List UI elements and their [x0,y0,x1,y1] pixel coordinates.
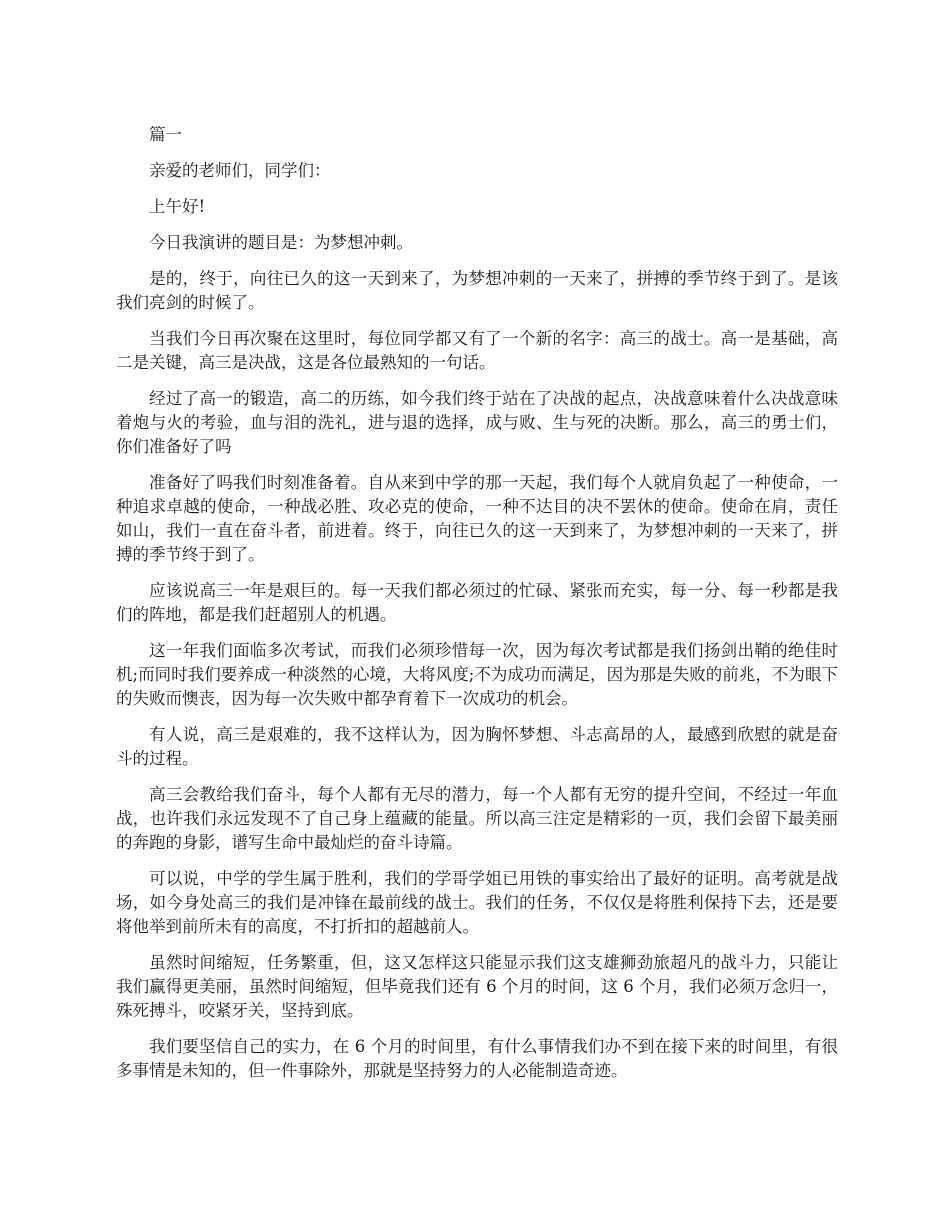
paragraph-body: 准备好了吗我们时刻准备着。自从来到中学的那一天起，我们每个人就肩负起了一种使命，一种追求卓越的使命，一种战必胜、攻必克的使命，一种不达目的决不罢休的使命。使命在肩，责任如山，我们一直在奋斗者，前进着。终于，向往已久的这一天到来了，为梦想冲刺的一天来了，拼搏的季节终于到了。 [116,473,838,564]
paragraph-greeting: 上午好! [149,197,206,216]
paragraph-body: 当我们今日再次聚在这里时，每位同学都又有了一个新的名字：高三的战士。高一是基础，高二是关键，高三是决战，这是各位最熟知的一句话。 [116,329,838,372]
paragraph-body: 高三会教给我们奋斗，每个人都有无尽的潜力，每一个人都有无穷的提升空间，不经过一年血战，也许我们永远发现不了自己身上蕴藏的能量。所以高三注定是精彩的一页，我们会留下最美丽的奔跑的身影，谱写生命中最灿烂的奋斗诗篇。 [116,785,838,852]
paragraph-body: 有人说，高三是艰难的，我不这样认为，因为胸怀梦想、斗志高昂的人，最感到欣慰的就是奋斗的过程。 [116,725,838,768]
paragraph-body: 应该说高三一年是艰巨的。每一天我们都必须过的忙碌、紧张而充实，每一分、每一秒都是我们的阵地，都是我们赶超别人的机遇。 [116,581,838,624]
paragraph-body: 是的，终于，向往已久的这一天到来了，为梦想冲刺的一天来了，拼搏的季节终于到了。是该我们亮剑的时候了。 [116,269,838,312]
paragraph-body: 经过了高一的锻造，高二的历练，如今我们终于站在了决战的起点，决战意味着什么决战意味着炮与火的考验，血与泪的洗礼，进与退的选择，成与败、生与死的决断。那么，高三的勇士们，你们准备好了吗 [116,389,838,456]
document-page [116,123,838,1095]
paragraph-body: 这一年我们面临多次考试，而我们必须珍惜每一次，因为每次考试都是我们扬剑出鞘的绝佳时机;而同时我们要养成一种淡然的心境，大将风度;不为成功而满足，因为那是失败的前兆，不为眼下的失败而懊丧，因为每一次失败中都孕育着下一次成功的机会。 [116,641,838,708]
paragraph-topic: 今日我演讲的题目是：为梦想冲刺。 [149,233,413,252]
paragraph-body: 我们要坚信自己的实力，在 6 个月的时间里，有什么事情我们办不到在接下来的时间里，有很多事情是未知的，但一件事除外，那就是坚持努力的人必能制造奇迹。 [116,1037,838,1080]
paragraph-body: 可以说，中学的学生属于胜利，我们的学哥学姐已用铁的事实给出了最好的证明。高考就是战场，如今身处高三的我们是冲锋在最前线的战士。我们的任务，不仅仅是将胜利保持下去，还是要将他举到前所未有的高度，不打折扣的超越前人。 [116,869,838,936]
paragraph-body: 虽然时间缩短，任务繁重，但，这又怎样这只能显示我们这支雄狮劲旅超凡的战斗力，只能让我们赢得更美丽，虽然时间缩短，但毕竟我们还有 6 个月的时间，这 6 个月，我们必须万念归一，殊死搏斗，咬紧牙关，坚持到底。 [116,953,838,1020]
paragraph-salutation: 亲爱的老师们，同学们： [149,161,331,180]
paragraph-heading: 篇一 [149,125,182,144]
